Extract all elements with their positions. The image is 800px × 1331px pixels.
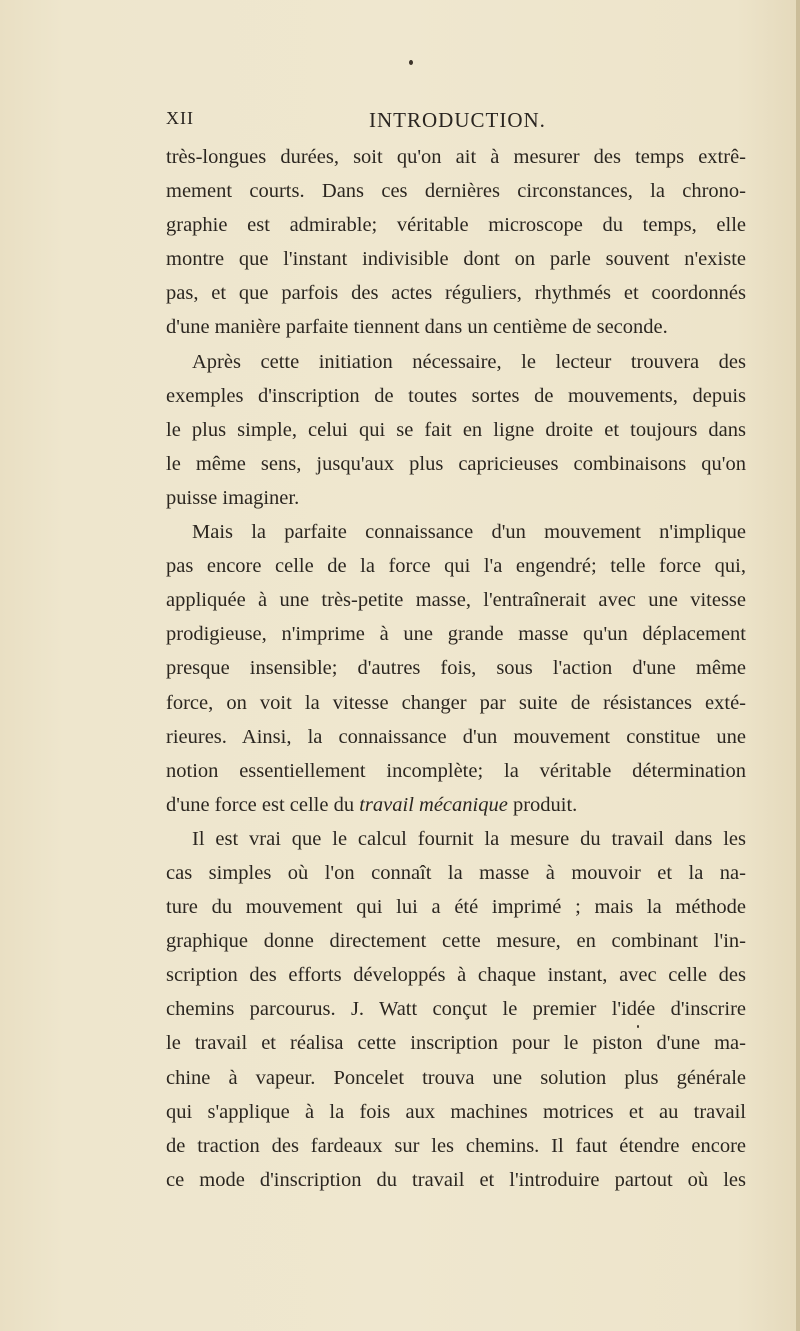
text-line: très-longues durées, soit qu'on ait à mesurer des temps extrê- [166,146,746,168]
text-line: exemples d'inscription de toutes sortes de mouvements, depuis [166,384,746,407]
text-line: Mais la parfaite connaissance d'un mouvement n'implique [192,521,746,544]
text-line: rieures. Ainsi, la connaissance d'un mouvement constitue une [166,725,746,748]
text-line: chemins parcourus. J. Watt conçut le premier l'idée d'inscrire [166,998,746,1021]
text-line: d'une force est celle du travail mécanique produit. [166,793,578,816]
page-number: XII [166,108,194,128]
page-header [166,108,746,138]
text-line: pas, et que parfois des actes réguliers, rhythmés et coordonnés [166,282,746,305]
text-line: appliquée à une très-petite masse, l'entraînerait avec une vitesse [166,589,746,612]
text-line: presque insensible; d'autres fois, sous l'action d'une même [166,657,746,680]
text-line: le travail et réalisa cette inscription pour le piston d'une ma- [166,1032,746,1055]
text-line: le même sens, jusqu'aux plus capricieuses combinaisons qu'on [166,452,746,475]
text-line: ce mode d'inscription du travail et l'introduire partout où les [166,1168,746,1191]
text-line: pas encore celle de la force qui l'a engendré; telle force qui, [166,555,746,578]
text-line: force, on voit la vitesse changer par suite de résistances exté- [166,691,746,714]
text-line: le plus simple, celui qui se fait en ligne droite et toujours dans [166,418,746,441]
text-line: prodigieuse, n'imprime à une grande masse qu'un déplacement [166,623,746,646]
page-edge [796,0,800,1331]
text-line: graphique donne directement cette mesure, en combinant l'in- [166,930,746,953]
text-line: montre que l'instant indivisible dont on parle souvent n'existe [166,248,746,271]
text-line: qui s'applique à la fois aux machines motrices et au travail [166,1100,746,1123]
text-line: graphie est admirable; véritable microscope du temps, elle [166,214,746,237]
body-text [166,140,746,1197]
text-line: cas simples où l'on connaît la masse à mouvoir et la na- [166,861,746,884]
text-line: scription des efforts développés à chaque instant, avec celle des [166,964,746,987]
text-line: Après cette initiation nécessaire, le lecteur trouvera des [192,350,746,373]
text-line: notion essentiellement incomplète; la véritable détermination [166,759,746,782]
text-line: puisse imaginer. [166,486,300,509]
text-line: chine à vapeur. Poncelet trouva une solution plus générale [166,1066,746,1089]
text-line: de traction des fardeaux sur les chemins. Il faut étendre encore [166,1134,746,1157]
text-line: ture du mouvement qui lui a été imprimé ; mais la méthode [166,896,746,919]
text-line: mement courts. Dans ces dernières circonstances, la chrono- [166,180,746,203]
running-title: INTRODUCTION. [369,108,546,132]
italic-term: travail mécanique [359,793,508,816]
text-line: d'une manière parfaite tiennent dans un centième de seconde. [166,316,668,339]
text-line: Il est vrai que le calcul fournit la mesure du travail dans les [192,827,746,850]
ink-speck [409,60,413,65]
